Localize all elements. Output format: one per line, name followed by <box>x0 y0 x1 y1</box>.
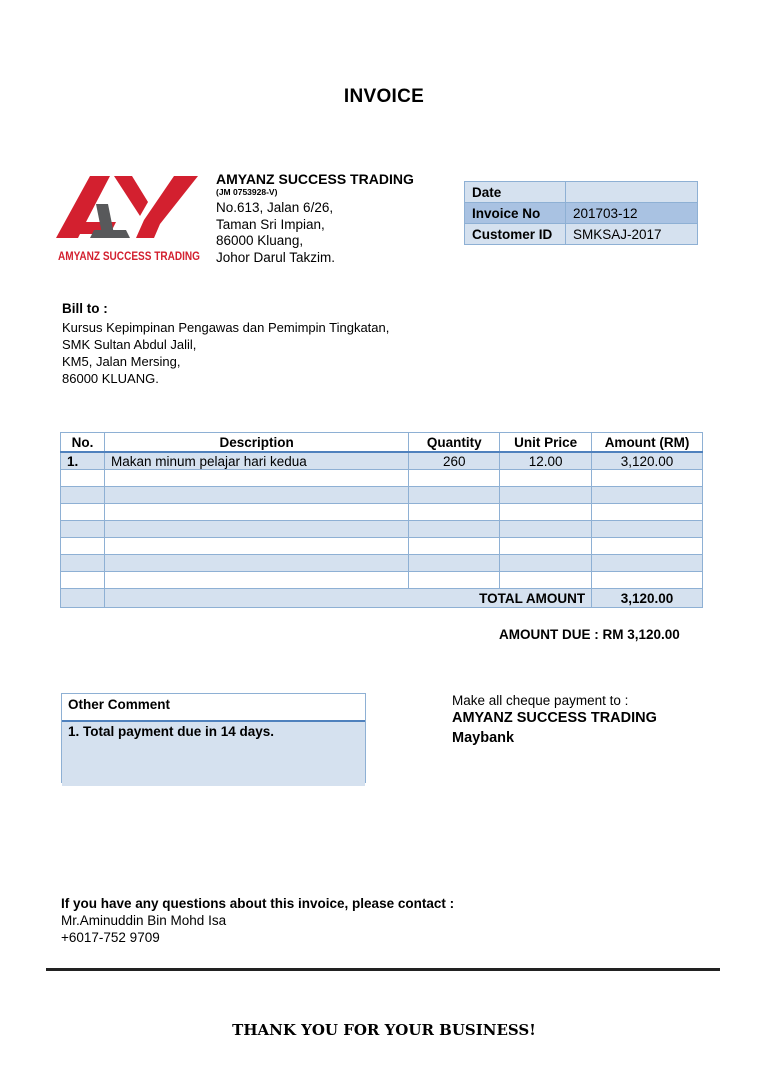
cell-quantity: 260 <box>409 452 500 470</box>
cell-unit-price <box>500 572 592 589</box>
line-items-table <box>60 432 703 608</box>
amount-due: AMOUNT DUE : RM 3,120.00 <box>499 627 680 642</box>
cheque-payee: AMYANZ SUCCESS TRADING <box>452 710 657 726</box>
cell-quantity <box>409 504 500 521</box>
cell-quantity <box>409 572 500 589</box>
cell-no <box>61 572 105 589</box>
table-row <box>61 572 703 589</box>
cell-amount <box>592 538 703 555</box>
cell-description <box>104 572 408 589</box>
column-header: No. <box>61 433 105 453</box>
company-registration: (JM 0753928-V) <box>216 187 278 197</box>
contact-phone: +6017-752 9709 <box>61 930 160 945</box>
table-row <box>61 452 703 470</box>
table-header-row <box>61 433 703 453</box>
cell-description <box>104 555 408 572</box>
contact-name: Mr.Aminuddin Bin Mohd Isa <box>61 913 227 928</box>
logo-wordmark: AMYANZ SUCCESS TRADING <box>58 251 201 263</box>
meta-label: Customer ID <box>465 224 566 245</box>
cell-description: Makan minum pelajar hari kedua <box>104 452 408 470</box>
bill-to-line: 86000 KLUANG. <box>62 371 159 386</box>
meta-row-invoice-no <box>465 203 698 224</box>
table-row <box>61 521 703 538</box>
cell-unit-price <box>500 555 592 572</box>
other-comment-body: 1. Total payment due in 14 days. <box>62 722 365 786</box>
company-address-line: Johor Darul Takzim. <box>216 249 336 265</box>
bill-to-line: Kursus Kepimpinan Pengawas dan Pemimpin Tingkatan, <box>62 320 390 335</box>
meta-row-date <box>465 182 698 203</box>
cell-amount <box>592 487 703 504</box>
meta-value: SMKSAJ-2017 <box>566 224 698 245</box>
company-logo <box>56 172 202 266</box>
table-row <box>61 555 703 572</box>
cell-no <box>61 470 105 487</box>
total-spacer-cell <box>61 589 105 608</box>
table-row <box>61 470 703 487</box>
cell-unit-price <box>500 504 592 521</box>
cell-quantity <box>409 538 500 555</box>
cell-no <box>61 555 105 572</box>
meta-value <box>566 182 698 203</box>
bill-to-line: KM5, Jalan Mersing, <box>62 354 181 369</box>
cell-quantity <box>409 470 500 487</box>
meta-label: Date <box>465 182 566 203</box>
invoice-meta-table <box>464 181 698 245</box>
cell-description <box>104 521 408 538</box>
cell-amount <box>592 504 703 521</box>
bill-to-label: Bill to : <box>62 301 108 316</box>
cell-description <box>104 487 408 504</box>
thank-you-footer: THANK YOU FOR YOUR BUSINESS! <box>232 1021 536 1039</box>
invoice-title: INVOICE <box>343 86 425 107</box>
cheque-bank: Maybank <box>452 730 515 746</box>
meta-value: 201703-12 <box>566 203 698 224</box>
table-row <box>61 487 703 504</box>
column-header: Unit Price <box>500 433 592 453</box>
cell-no <box>61 504 105 521</box>
cell-no: 1. <box>61 452 105 470</box>
total-amount-label: TOTAL AMOUNT <box>104 589 591 608</box>
meta-label: Invoice No <box>465 203 566 224</box>
logo-graphic <box>56 172 202 266</box>
cell-amount: 3,120.00 <box>592 452 703 470</box>
cell-amount <box>592 521 703 538</box>
cell-no <box>61 521 105 538</box>
footer-divider <box>46 968 720 971</box>
cell-description <box>104 504 408 521</box>
table-row <box>61 504 703 521</box>
column-header: Description <box>104 433 408 453</box>
cell-unit-price <box>500 538 592 555</box>
column-header: Quantity <box>409 433 500 453</box>
company-address-line: Taman Sri Impian, <box>216 216 325 232</box>
bill-to-address <box>62 319 389 387</box>
cell-amount <box>592 470 703 487</box>
cell-no <box>61 538 105 555</box>
other-comment-header: Other Comment <box>62 694 365 722</box>
total-row <box>61 589 703 608</box>
cell-amount <box>592 572 703 589</box>
total-amount-value: 3,120.00 <box>592 589 703 608</box>
company-address-line: 86000 Kluang, <box>216 233 304 248</box>
bill-to-line: SMK Sultan Abdul Jalil, <box>62 337 197 352</box>
cell-description <box>104 470 408 487</box>
contact-heading: If you have any questions about this invoice, please contact : <box>61 896 455 911</box>
company-address <box>216 200 335 266</box>
cheque-payment-note: Make all cheque payment to : <box>452 693 629 708</box>
other-comment-box <box>61 693 366 783</box>
company-name: AMYANZ SUCCESS TRADING <box>216 171 414 187</box>
cell-quantity <box>409 487 500 504</box>
cell-quantity <box>409 521 500 538</box>
cell-quantity <box>409 555 500 572</box>
cell-amount <box>592 555 703 572</box>
company-address-line: No.613, Jalan 6/26, <box>216 200 334 215</box>
cell-unit-price <box>500 487 592 504</box>
cell-description <box>104 538 408 555</box>
cell-no <box>61 487 105 504</box>
meta-row-customer-id <box>465 224 698 245</box>
cell-unit-price <box>500 470 592 487</box>
cell-unit-price: 12.00 <box>500 452 592 470</box>
cell-unit-price <box>500 521 592 538</box>
table-row <box>61 538 703 555</box>
column-header: Amount (RM) <box>592 433 703 453</box>
